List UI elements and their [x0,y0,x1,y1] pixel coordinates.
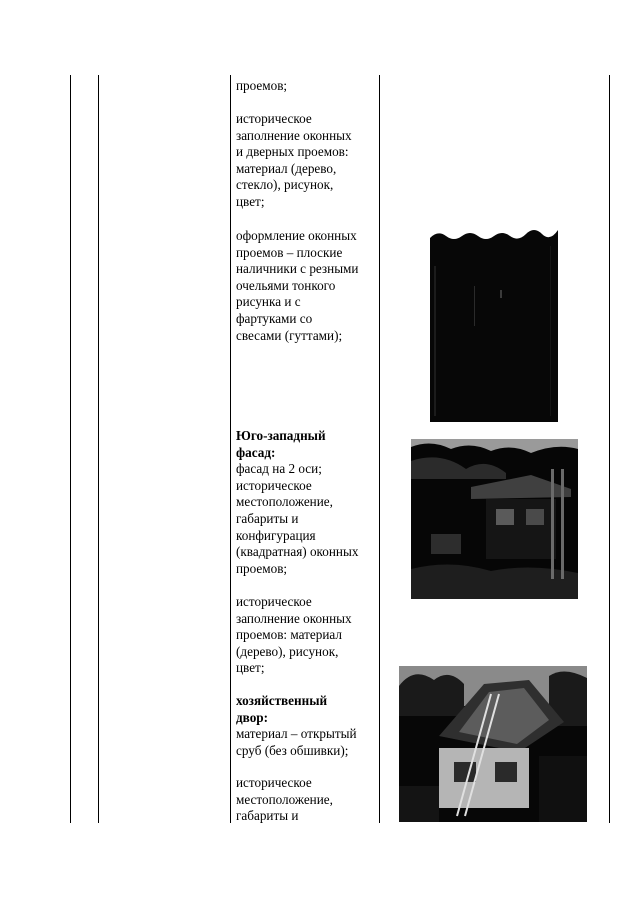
text-line: цвет; [236,660,265,676]
text-line: рисунка и с [236,294,301,310]
text-line: историческое [236,477,312,493]
text-line: габариты и [236,808,299,824]
text-line: историческое [236,594,312,609]
text-block-window-trim [236,228,374,344]
section-heading-line: Юго-западный [236,428,326,443]
text-line: наличники с резными [236,261,359,277]
text-block-window-door-fill [236,111,374,211]
household-yard-photo [399,666,587,822]
text-line: и дверных проемов: [236,144,349,160]
text-line: цвет; [236,193,265,209]
section-heading-line: хозяйственный [236,693,328,708]
section-heading-line: фасад: [236,444,276,460]
text-line: проемов; [236,78,288,93]
text-line: заполнение оконных [236,127,352,143]
southwest-facade-photo [411,439,578,599]
text-line: материал (дерево, [236,160,337,176]
text-line: конфигурация [236,527,316,543]
text-line: (квадратная) оконных [236,544,359,560]
text-line: оформление оконных [236,228,357,243]
text-block-household-yard [236,693,374,759]
text-line: местоположение, [236,791,333,807]
text-line: проемов: материал [236,627,342,643]
text-line: (дерево), рисунок, [236,643,339,659]
text-block-southwest-facade [236,428,374,577]
table-column-divider-3 [379,75,380,823]
text-line: фартуками со [236,310,313,326]
text-line: стекло), рисунок, [236,177,334,193]
text-line: местоположение, [236,494,333,510]
text-line: историческое [236,111,312,126]
text-line: проемов; [236,560,288,576]
table-border-right [609,75,610,823]
text-line: материал – открытый [236,726,357,742]
text-line: проемов – плоские [236,244,343,260]
text-line: сруб (без обшивки); [236,742,349,758]
text-block-window-openings-end [236,78,374,95]
text-line: очельями тонкого [236,277,336,293]
table-border-left [70,75,71,823]
text-block-yard-location [236,775,374,825]
text-line: фасад на 2 оси; [236,461,322,477]
table-column-divider-1 [98,75,99,823]
text-line: габариты и [236,510,299,526]
text-line: свесами (гуттами); [236,327,343,343]
text-line: историческое [236,775,312,790]
text-line: заполнение оконных [236,610,352,626]
table-column-divider-2 [230,75,231,823]
text-block-window-fill-material [236,594,374,677]
window-detail-photo [430,226,558,422]
section-heading-line: двор: [236,709,269,725]
